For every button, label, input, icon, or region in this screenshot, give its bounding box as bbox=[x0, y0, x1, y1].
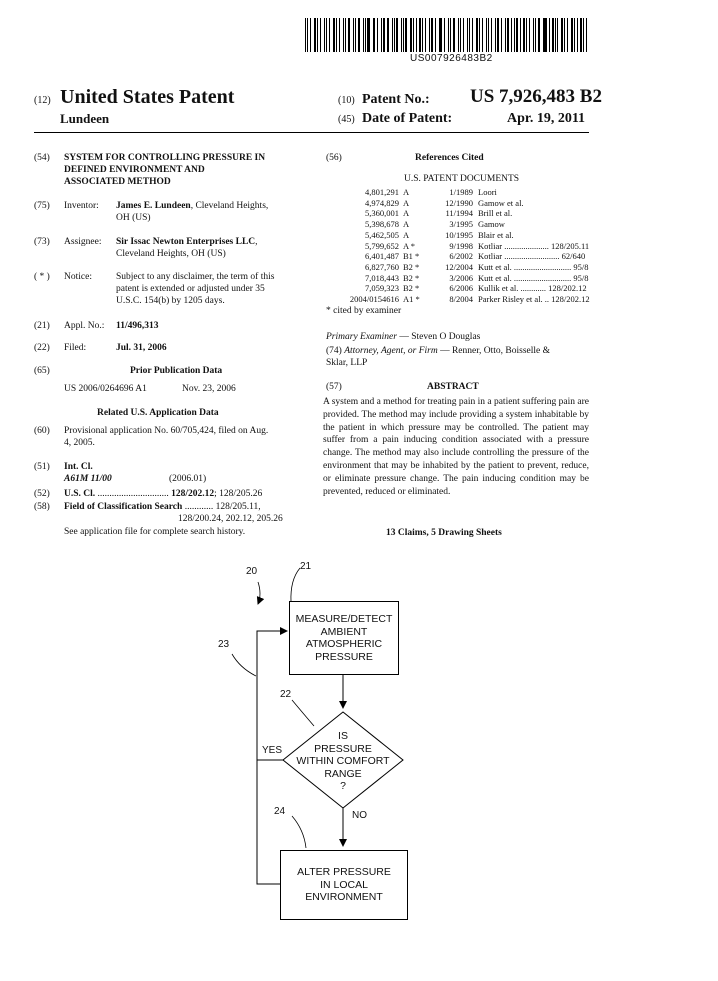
patent-no-code: (10) bbox=[338, 95, 355, 106]
reference-number: 5,398,678 bbox=[365, 219, 399, 230]
decision-line: ? bbox=[340, 780, 346, 792]
provisional-line: 4, 2005. bbox=[64, 438, 95, 448]
patent-number: US 7,926,483 B2 bbox=[470, 86, 602, 107]
assignee-comma: , bbox=[255, 237, 258, 247]
abstract-text: A system and a method for treating pain in a patient suffering pain are provided. The method may include providing a system inhabitable by the patient in which pressure may be controlled. The patient may suffer from a pain inducing condition associated with a pressure change. The method may also include controlling the pressure of the environment that may be inhabited by the patient to prevent, reduce, or eliminate pressure change. The pain inducing condition may be prevented, reduced or eliminated. bbox=[323, 397, 590, 497]
reference-kind: B2 * bbox=[403, 261, 420, 272]
reference-name: Brill et al. bbox=[478, 208, 513, 219]
appl-number: 11/496,313 bbox=[116, 321, 159, 331]
reference-name: Kotliar ..................... 128/205.11 bbox=[478, 240, 590, 251]
reference-number: 6,827,760 bbox=[365, 261, 399, 272]
title-line: SYSTEM FOR CONTROLLING PRESSURE IN bbox=[64, 153, 266, 163]
intcl-class: A61M 11/00 bbox=[64, 474, 112, 484]
intcl-label: Int. Cl. bbox=[64, 462, 93, 472]
cited-note: * cited by examiner bbox=[326, 306, 402, 316]
ref21-leader bbox=[291, 568, 300, 602]
claims-line: 13 Claims, 5 Drawing Sheets bbox=[386, 528, 502, 538]
reference-date: 3/1995 bbox=[449, 219, 473, 230]
reference-name: Gamow et al. bbox=[478, 197, 524, 208]
inventor-label: Inventor: bbox=[64, 201, 99, 211]
reference-kind: A1 * bbox=[403, 294, 420, 305]
ref-22: 22 bbox=[280, 689, 292, 700]
reference-number: 5,360,001 bbox=[365, 208, 399, 219]
measure-pressure-box bbox=[289, 601, 399, 675]
reference-name: Loori bbox=[478, 187, 497, 197]
reference-date: 1/1989 bbox=[449, 187, 473, 197]
date-label: Date of Patent: bbox=[362, 111, 453, 126]
abstract-code: (57) bbox=[326, 382, 342, 392]
reference-kind: B2 * bbox=[403, 272, 420, 283]
reference-number: 7,018,443 bbox=[365, 272, 399, 283]
ref23-leader bbox=[232, 654, 256, 676]
decision-line: RANGE bbox=[324, 767, 362, 780]
prior-pub-heading: Prior Publication Data bbox=[130, 366, 223, 376]
reference-date: 9/1998 bbox=[449, 240, 473, 251]
patent-date: Apr. 19, 2011 bbox=[507, 111, 586, 126]
appl-code: (21) bbox=[34, 321, 50, 331]
reference-name: Parker Risley et al. .. 128/202.12 bbox=[478, 294, 590, 305]
decision-text bbox=[290, 730, 396, 793]
filed-code: (22) bbox=[34, 343, 50, 353]
alter-pressure-box bbox=[280, 850, 408, 920]
reference-name: Kutt et al. ........................... 95/8 bbox=[478, 261, 589, 272]
primary-examiner-name: — Steven O Douglas bbox=[396, 332, 481, 342]
no-label: NO bbox=[352, 810, 367, 821]
reference-date: 12/2004 bbox=[445, 261, 473, 272]
box2-line: ALTER PRESSURE bbox=[297, 866, 391, 879]
reference-name: Kullik et al. ............ 128/202.12 bbox=[478, 283, 587, 294]
refs-heading: References Cited bbox=[415, 153, 484, 163]
title-code: (54) bbox=[34, 153, 50, 163]
prior-pub-code: (65) bbox=[34, 366, 50, 376]
filed-label: Filed: bbox=[64, 343, 87, 353]
uscl-code: (52) bbox=[34, 489, 50, 499]
uscl-primary: 128/202.12 bbox=[171, 489, 215, 499]
reference-kind: A bbox=[403, 229, 410, 240]
reference-kind: A bbox=[403, 187, 410, 197]
ref20-leader bbox=[258, 582, 260, 604]
notice-line: Subject to any disclaimer, the term of this bbox=[116, 272, 275, 282]
attorney-name-line2: Sklar, LLP bbox=[326, 358, 368, 368]
reference-kind: A bbox=[403, 197, 410, 208]
filed-date: Jul. 31, 2006 bbox=[116, 343, 167, 353]
reference-number: 5,462,505 bbox=[365, 229, 399, 240]
box1-line: ATMOSPHERIC bbox=[305, 638, 383, 650]
reference-date: 10/1995 bbox=[445, 229, 473, 240]
box2-line: IN LOCAL bbox=[320, 878, 368, 891]
appl-label: Appl. No.: bbox=[64, 321, 105, 331]
provisional-code: (60) bbox=[34, 426, 50, 436]
ref-21: 21 bbox=[300, 561, 312, 572]
reference-date: 6/2006 bbox=[449, 283, 473, 294]
ref-23: 23 bbox=[218, 639, 230, 650]
document-title: United States Patent bbox=[60, 86, 235, 108]
reference-name: Blair et al. bbox=[478, 229, 514, 240]
inventor-surname: Lundeen bbox=[60, 111, 110, 126]
title-line: ASSOCIATED METHOD bbox=[64, 177, 171, 187]
decision-line: PRESSURE bbox=[314, 742, 372, 755]
search-history-note: See application file for complete search history. bbox=[64, 527, 246, 537]
uscl-dots: .............................. bbox=[95, 489, 169, 499]
ref24-leader bbox=[292, 816, 306, 848]
us-docs-heading: U.S. PATENT DOCUMENTS bbox=[404, 174, 520, 184]
decision-line: IS bbox=[338, 730, 348, 742]
inventor-location: , Cleveland Heights, bbox=[190, 201, 269, 211]
abstract-heading: ABSTRACT bbox=[427, 382, 479, 392]
ref-20: 20 bbox=[246, 566, 258, 577]
field-code: (58) bbox=[34, 502, 50, 512]
inventor-code: (75) bbox=[34, 201, 50, 211]
uscl-secondary: ; 128/205.26 bbox=[214, 489, 263, 499]
reference-number: 2004/0154616 bbox=[349, 294, 399, 305]
inventor-name: James E. Lundeen bbox=[116, 201, 191, 211]
assignee-name: Sir Issac Newton Enterprises LLC bbox=[116, 237, 256, 247]
uscl-label: U.S. Cl. bbox=[64, 489, 96, 499]
reference-date: 12/1990 bbox=[445, 197, 473, 208]
doc-kind-code: (12) bbox=[34, 95, 51, 106]
assignee-location: Cleveland Heights, OH (US) bbox=[116, 249, 226, 259]
ref-24: 24 bbox=[274, 806, 286, 817]
reference-number: 4,801,291 bbox=[365, 187, 399, 197]
provisional-line: Provisional application No. 60/705,424, filed on Aug. bbox=[64, 426, 269, 436]
reference-date: 11/1994 bbox=[445, 208, 473, 219]
box1-line: MEASURE/DETECT bbox=[295, 613, 393, 625]
refs-code: (56) bbox=[326, 153, 342, 163]
box2-line: ENVIRONMENT bbox=[305, 891, 383, 904]
field-label: Field of Classification Search bbox=[64, 502, 183, 512]
field-line2: 128/200.24, 202.12, 205.26 bbox=[178, 514, 283, 524]
reference-number: 5,799,652 bbox=[365, 240, 399, 251]
field-values: ............ 128/205.11, bbox=[182, 502, 261, 512]
reference-name: Kutt et al. ........................... 95/8 bbox=[478, 272, 589, 283]
reference-date: 3/2006 bbox=[449, 272, 473, 283]
title-line: DEFINED ENVIRONMENT AND bbox=[64, 165, 205, 175]
intcl-year: (2006.01) bbox=[169, 474, 207, 484]
reference-kind: B1 * bbox=[403, 251, 420, 262]
reference-number: 4,974,829 bbox=[365, 197, 399, 208]
prior-pub-number: US 2006/0264696 A1 bbox=[64, 384, 147, 394]
attorney-code: (74) bbox=[326, 346, 342, 356]
reference-date: 8/2004 bbox=[449, 294, 473, 305]
notice-line: patent is extended or adjusted under 35 bbox=[116, 284, 265, 294]
primary-examiner-label: Primary Examiner bbox=[326, 332, 397, 342]
reference-name: Gamow bbox=[478, 219, 505, 230]
barcode-number: US007926483B2 bbox=[410, 53, 493, 64]
decision-line: WITHIN COMFORT bbox=[296, 755, 390, 767]
yes-label: YES bbox=[262, 745, 283, 756]
notice-line: U.S.C. 154(b) by 1205 days. bbox=[116, 296, 225, 306]
reference-number: 6,401,487 bbox=[365, 251, 399, 262]
assignee-code: (73) bbox=[34, 237, 50, 247]
related-data-heading: Related U.S. Application Data bbox=[97, 408, 219, 418]
assignee-label: Assignee: bbox=[64, 237, 102, 247]
attorney-name: — Renner, Otto, Boisselle & bbox=[437, 346, 550, 356]
prior-pub-date: Nov. 23, 2006 bbox=[182, 384, 236, 394]
reference-name: Kotliar .......................... 62/640 bbox=[478, 251, 586, 262]
return-loop-line bbox=[257, 760, 280, 884]
reference-kind: A bbox=[403, 208, 410, 219]
patent-no-label: Patent No.: bbox=[362, 92, 430, 107]
box1-line: PRESSURE bbox=[315, 650, 373, 663]
box1-line: AMBIENT bbox=[320, 625, 368, 638]
reference-number: 7,059,323 bbox=[365, 283, 399, 294]
ref22-leader bbox=[292, 700, 314, 726]
intcl-code: (51) bbox=[34, 462, 50, 472]
date-code: (45) bbox=[338, 114, 355, 125]
inventor-location-line2: OH (US) bbox=[116, 213, 151, 223]
attorney-label: Attorney, Agent, or Firm bbox=[344, 346, 438, 356]
reference-kind: A * bbox=[403, 240, 416, 251]
notice-code: ( * ) bbox=[34, 272, 50, 282]
notice-label: Notice: bbox=[64, 272, 92, 282]
reference-kind: B2 * bbox=[403, 283, 420, 294]
reference-date: 6/2002 bbox=[449, 251, 473, 262]
reference-kind: A bbox=[403, 219, 410, 230]
